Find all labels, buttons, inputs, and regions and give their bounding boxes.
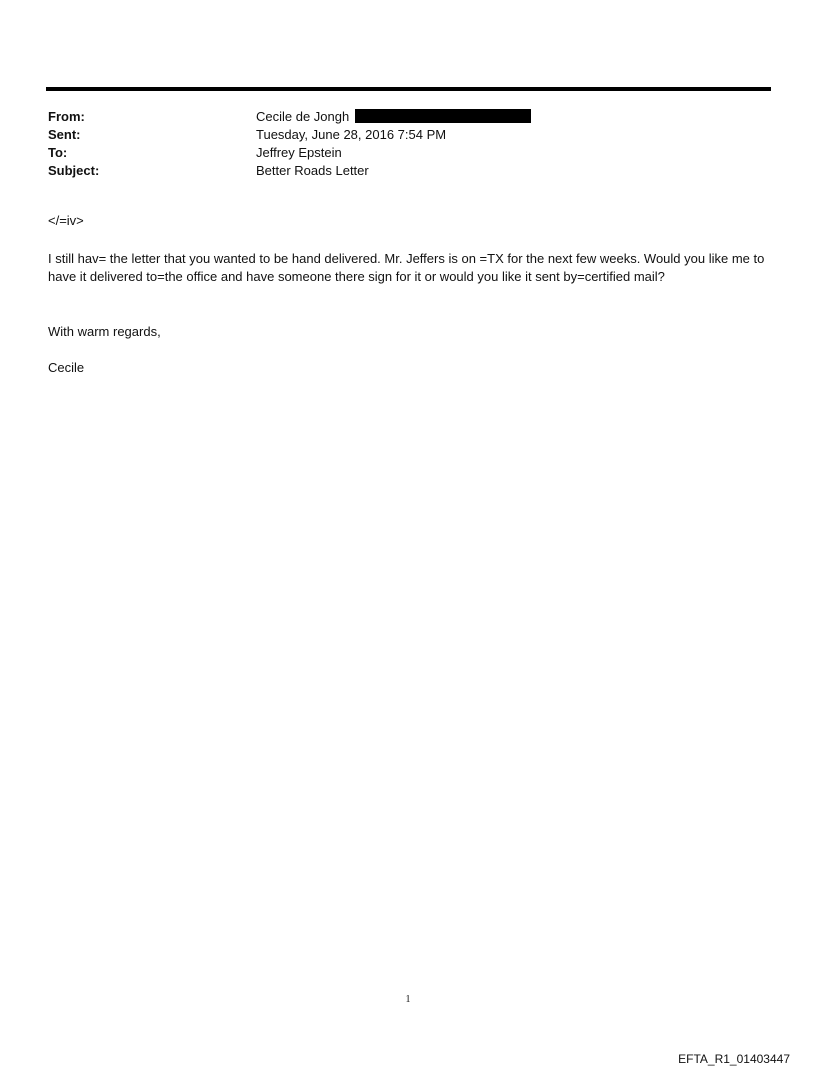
signature: Cecile (48, 360, 85, 375)
sent-row (48, 126, 768, 144)
to-label: To: (48, 145, 68, 160)
closing-line: With warm regards, (48, 324, 161, 339)
page-number: 1 (405, 994, 411, 1005)
subject-label: Subject: (48, 163, 100, 178)
from-value (256, 108, 531, 126)
subject-row (48, 162, 768, 180)
header-divider (46, 87, 771, 91)
message-paragraph: I still hav= the letter that you wanted to be hand delivered. Mr. Jeffers is on =TX for the next few weeks. Would you like me to have it delivered to=the office and have someone there sign for it or would you like it sent by=certified mail? (48, 251, 765, 284)
email-header (48, 108, 768, 180)
sent-label: Sent: (48, 127, 81, 142)
redaction-block (355, 109, 531, 123)
from-row (48, 108, 768, 126)
from-name: Cecile de Jongh (256, 109, 350, 124)
from-label: From: (48, 109, 85, 124)
to-value: Jeffrey Epstein (256, 145, 342, 160)
sent-value: Tuesday, June 28, 2016 7:54 PM (256, 127, 447, 142)
to-row (48, 144, 768, 162)
subject-value: Better Roads Letter (256, 163, 369, 178)
encoding-artifact: </=iv> (48, 213, 84, 228)
document-id: EFTA_R1_01403447 (678, 1052, 790, 1066)
